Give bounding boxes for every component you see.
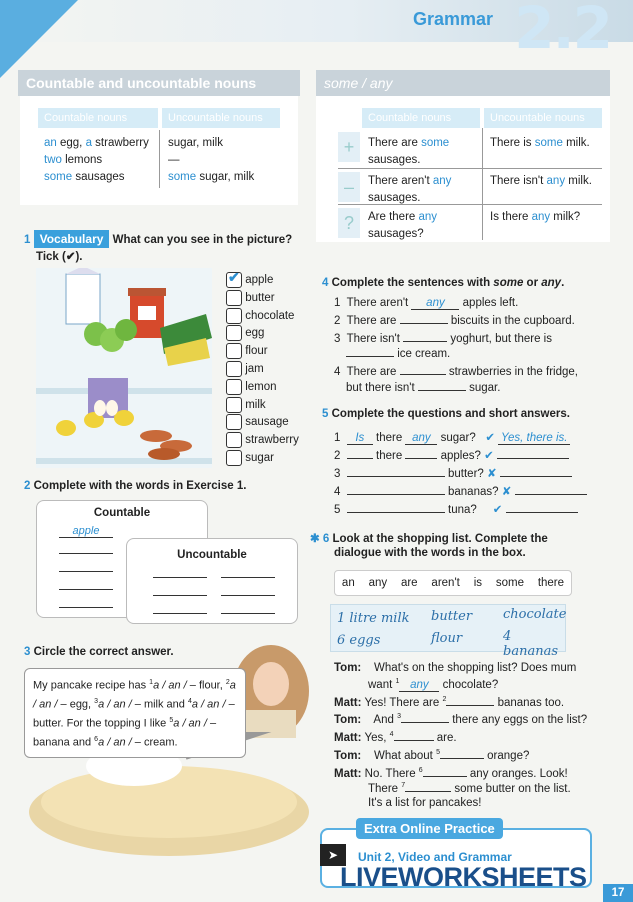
dialogue-line: Tom: What about $^5$ orange?: [334, 749, 530, 762]
answer-blank[interactable]: [347, 458, 373, 459]
countable-title: Countable: [93, 507, 151, 519]
ex1-heading: 1 Vocabulary What can you see in the picture?: [24, 232, 293, 246]
checklist-item[interactable]: sugar: [226, 450, 299, 468]
vocab-checklist: [226, 269, 299, 468]
countable-blank[interactable]: [59, 571, 113, 572]
ex5-row: 3 butter? ✘: [334, 466, 572, 480]
short-answer-blank[interactable]: [500, 476, 572, 477]
ex4-sentence-cont: but there isn't sugar.: [346, 382, 501, 394]
checkbox[interactable]: [226, 414, 242, 430]
sausage-icon: [140, 430, 172, 442]
checkbox[interactable]: [226, 290, 242, 306]
checklist-item[interactable]: egg: [226, 325, 299, 343]
someany-cell: Is there any milk?: [490, 211, 581, 223]
choice[interactable]: a / an / –: [33, 679, 236, 711]
countable-blank[interactable]: [59, 589, 113, 590]
unit-number: 2.2: [514, 0, 611, 62]
uncountable-blank[interactable]: [221, 595, 275, 596]
ex5-row: 2 there apples? ✔: [334, 448, 569, 462]
ex4-sentence: 4 There are strawberries in the fridge,: [334, 366, 578, 378]
answer-blank[interactable]: [346, 356, 394, 357]
checkbox[interactable]: [226, 397, 242, 413]
answer-blank[interactable]: [400, 374, 446, 375]
someany-cell: Are there any sausages?: [368, 211, 438, 240]
someany-col1-header: Countable nouns: [362, 108, 480, 128]
ex4-heading: 4 Complete the sentences with some or any.: [322, 277, 565, 289]
answer-blank[interactable]: [446, 705, 494, 706]
answer-blank[interactable]: [423, 776, 467, 777]
checklist-item[interactable]: strawberry: [226, 432, 299, 450]
extra-practice-subtitle: Unit 2, Video and Grammar: [358, 850, 512, 864]
ex3-recipe-box: My pancake recipe has $^1$a / an / – flour, $^2$a / an / – egg, $^3$a / an / – milk and $^4$a / an / – butter. For the topping I like $^5$a / an / – banana and $^6$a / an / – cream.: [24, 668, 246, 758]
tick-icon: ✔: [484, 450, 494, 462]
someany-cell: There are some sausages.: [368, 137, 450, 166]
uncountable-blank[interactable]: [221, 577, 275, 578]
ex2-heading: 2 Complete with the words in Exercise 1.: [24, 480, 247, 492]
answer-blank[interactable]: Is: [347, 432, 373, 445]
word: some: [495, 577, 524, 589]
answer-blank[interactable]: [347, 494, 445, 495]
ex4-sentence: 2 There are biscuits in the cupboard.: [334, 315, 575, 327]
ex5-heading: 5 Complete the questions and short answers.: [322, 408, 570, 420]
short-answer-blank[interactable]: [497, 458, 569, 459]
checklist-item[interactable]: chocolate: [226, 308, 299, 326]
kitchen-picture: [36, 268, 212, 468]
someany-cell: There is some milk.: [490, 137, 590, 149]
page-title: Grammar: [412, 9, 493, 29]
short-answer-blank[interactable]: Yes, there is.: [498, 432, 570, 445]
word: an: [341, 577, 355, 589]
choice[interactable]: a / an / –: [98, 698, 141, 711]
word: are: [400, 577, 418, 589]
answer-blank[interactable]: any: [411, 297, 459, 310]
countable-box-title: Countable and uncountable nouns: [18, 70, 300, 96]
choice[interactable]: a / an / –: [153, 679, 196, 692]
checklist-item[interactable]: sausage: [226, 414, 299, 432]
answer-blank[interactable]: [347, 476, 445, 477]
ex4-sentence-cont: ice cream.: [346, 348, 450, 360]
dialogue-line: Tom: What's on the shopping list? Does mum: [334, 662, 577, 674]
countable-grammar-box: [20, 70, 298, 205]
uncountable-col-header: Uncountable nouns: [162, 108, 280, 128]
short-answer-blank[interactable]: [515, 494, 587, 495]
choice[interactable]: a / an / –: [173, 717, 217, 730]
countable-blank[interactable]: apple: [59, 525, 113, 538]
answer-blank[interactable]: [401, 722, 449, 723]
uncountable-word-box: [126, 538, 298, 624]
ex4-sentence: 3 There isn't yoghurt, but there is: [334, 333, 552, 345]
tick-icon: ✔: [485, 432, 496, 444]
checklist-item[interactable]: flour: [226, 343, 299, 361]
checklist-item[interactable]: jam: [226, 361, 299, 379]
cursor-icon: ➤: [320, 844, 346, 866]
uncountable-blank[interactable]: [153, 577, 207, 578]
checklist-item[interactable]: ✔ apple: [228, 269, 274, 287]
ex3-heading: 3 Circle the correct answer.: [24, 646, 174, 658]
some-any-grammar-box: [316, 70, 610, 242]
answer-blank[interactable]: [347, 512, 445, 513]
checkbox[interactable]: [226, 325, 242, 341]
dialogue-line: Tom: And $^3$ there any eggs on the list?: [334, 713, 588, 726]
countable-blank[interactable]: [59, 553, 113, 554]
tick-icon: ✔: [492, 504, 503, 516]
checkbox[interactable]: [226, 432, 242, 448]
ex4-sentence: 1 There aren't any apples left.: [334, 297, 519, 309]
answer-blank[interactable]: any: [399, 679, 439, 692]
answer-blank[interactable]: any: [405, 432, 437, 445]
checklist-item[interactable]: milk: [226, 397, 299, 415]
plus-sign: +: [338, 132, 360, 162]
countable-cell: an egg, a strawberry two lemons some sausages: [44, 137, 149, 183]
answer-blank[interactable]: [440, 758, 484, 759]
checklist-item[interactable]: butter: [226, 290, 299, 308]
someany-cell: There isn't any milk.: [490, 175, 592, 187]
dialogue-line: want $^1$ any chocolate?: [368, 678, 499, 691]
checkbox[interactable]: [226, 308, 242, 324]
word-box: [334, 570, 572, 596]
extra-practice-title: Extra Online Practice: [356, 818, 503, 839]
ex5-row: 4 bananas? ✘: [334, 484, 587, 498]
answer-blank[interactable]: [418, 390, 466, 391]
ex5-row: 1 Is there any sugar? ✔ Yes, there is.: [334, 430, 570, 445]
dialogue-line: There $^7$ some butter on the list.: [368, 782, 571, 795]
checkbox[interactable]: [226, 361, 242, 377]
ex5-row: 5 tuna? ✔: [334, 502, 578, 516]
cross-icon: ✘: [487, 468, 497, 480]
page-number: 17: [603, 884, 633, 902]
short-answer-blank[interactable]: [506, 512, 578, 513]
word: there: [537, 577, 565, 589]
choice[interactable]: a / an / –: [98, 736, 141, 749]
dialogue-line: Matt: No. There $^6$ any oranges. Look!: [334, 767, 568, 780]
uncountable-blank[interactable]: [221, 613, 275, 614]
someany-col2-header: Uncountable nouns: [484, 108, 602, 128]
uncountable-cell: sugar, milk — some sugar, milk: [168, 137, 255, 183]
countable-col-header: Countable nouns: [38, 108, 158, 128]
ex6-heading-line2: dialogue with the words in the box.: [334, 547, 526, 559]
uncountable-blank[interactable]: [153, 613, 207, 614]
dialogue-line: Matt: Yes, $^4$ are.: [334, 731, 457, 744]
choice[interactable]: a / an / –: [191, 698, 235, 711]
checklist-item[interactable]: lemon: [226, 379, 299, 397]
minus-sign: –: [338, 172, 360, 202]
someany-cell: There aren't any sausages.: [368, 175, 452, 204]
uncountable-blank[interactable]: [153, 595, 207, 596]
countable-blank[interactable]: [59, 607, 113, 608]
ex6-heading: ✱ 6 Look at the shopping list. Complete the: [310, 533, 548, 545]
liveworksheets-logo: LIVEWORKSHEETS: [340, 862, 587, 892]
dialogue-line: Matt: Yes! There are $^2$ bananas too.: [334, 696, 565, 709]
ex1-tick-instruction: Tick (✔).: [36, 251, 83, 263]
checkbox[interactable]: ✔: [226, 272, 242, 288]
checkbox[interactable]: [226, 450, 242, 466]
question-sign: ?: [338, 208, 360, 238]
answer-blank[interactable]: [394, 740, 434, 741]
checkbox[interactable]: [226, 343, 242, 359]
answer-blank[interactable]: [405, 791, 451, 792]
some-any-box-title: some / any: [316, 70, 610, 96]
shopping-list: 1 litre milk butter chocolate 6 eggs flour 4 bananas: [330, 604, 566, 652]
milk-carton-icon: [66, 274, 100, 324]
cross-icon: ✘: [501, 486, 512, 498]
vocabulary-tag: Vocabulary: [34, 230, 110, 248]
word: any: [368, 577, 388, 589]
uncountable-title: Uncountable: [177, 549, 247, 561]
dialogue-line: It's a list for pancakes!: [368, 797, 482, 809]
answer-blank[interactable]: [405, 458, 437, 459]
answer-blank[interactable]: [400, 323, 448, 324]
answer-blank[interactable]: [403, 341, 447, 342]
word: aren't: [431, 577, 460, 589]
corner-decoration: [0, 0, 78, 78]
word: is: [473, 577, 482, 589]
checkbox[interactable]: [226, 379, 242, 395]
